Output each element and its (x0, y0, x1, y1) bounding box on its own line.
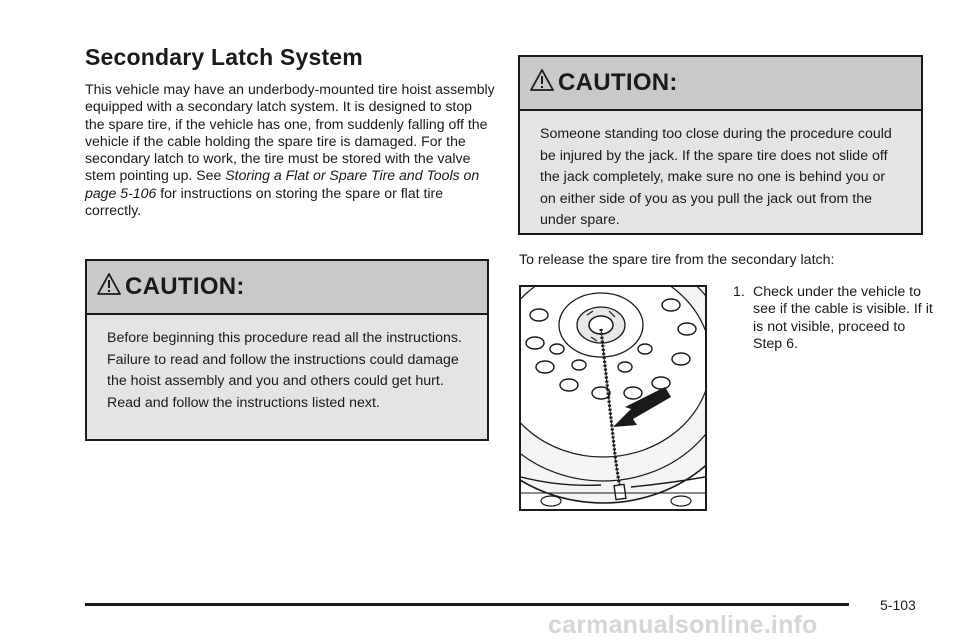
caution-header (520, 57, 921, 111)
page-number: 5-103 (880, 597, 916, 613)
warning-triangle-icon (97, 272, 121, 296)
step-number: 1. (733, 284, 745, 300)
intro-paragraph (85, 81, 495, 219)
caution-header (87, 261, 487, 315)
watermark: carmanualsonline.info (548, 611, 818, 639)
caution-box (518, 55, 923, 235)
spare-tire-cable-illustration (519, 285, 707, 511)
page-title: Secondary Latch System (85, 44, 363, 70)
step-text: Check under the vehicle to see if the cable is visible. If it is not visible, proceed to Step 6. (753, 284, 933, 353)
intro-text-end: for instructions on storing the spare or flat tire correctly. (85, 184, 444, 219)
caution-heading: CAUTION: (558, 69, 678, 96)
caution-heading: CAUTION: (125, 273, 245, 300)
warning-triangle-icon (530, 68, 554, 92)
intro-text: This vehicle may have an underbody-mounted tire hoist assembly equipped with a secondary latch system. It is designed to stop the spare tire, if the vehicle has one, from suddenly falling off the vehicle if the cable holding the spare tire is damaged. For the secondary latch to work, the tire must be stored with the valve stem pointing up. See (85, 81, 495, 184)
cross-reference-link[interactable]: Storing a Flat or Spare Tire and Tools on page 5-106 (85, 167, 480, 201)
caution-box (85, 259, 489, 441)
caution-text: Before beginning this procedure read all the instructions. Failure to read and follow the instructions could damage the hoist assembly and you and others could get hurt. Read and follow the instructions listed next. (107, 330, 462, 411)
footer-rule (85, 603, 849, 606)
step-item (733, 284, 933, 354)
caution-text: Someone standing too close during the procedure could be injured by the jack. If the spare tire does not slide off the jack completely, make sure no one is behind you or on either side of you as you pull the jack out from the under spare. (540, 126, 892, 229)
tire-drawing (521, 287, 705, 509)
release-intro: To release the spare tire from the secondary latch: (519, 252, 835, 268)
